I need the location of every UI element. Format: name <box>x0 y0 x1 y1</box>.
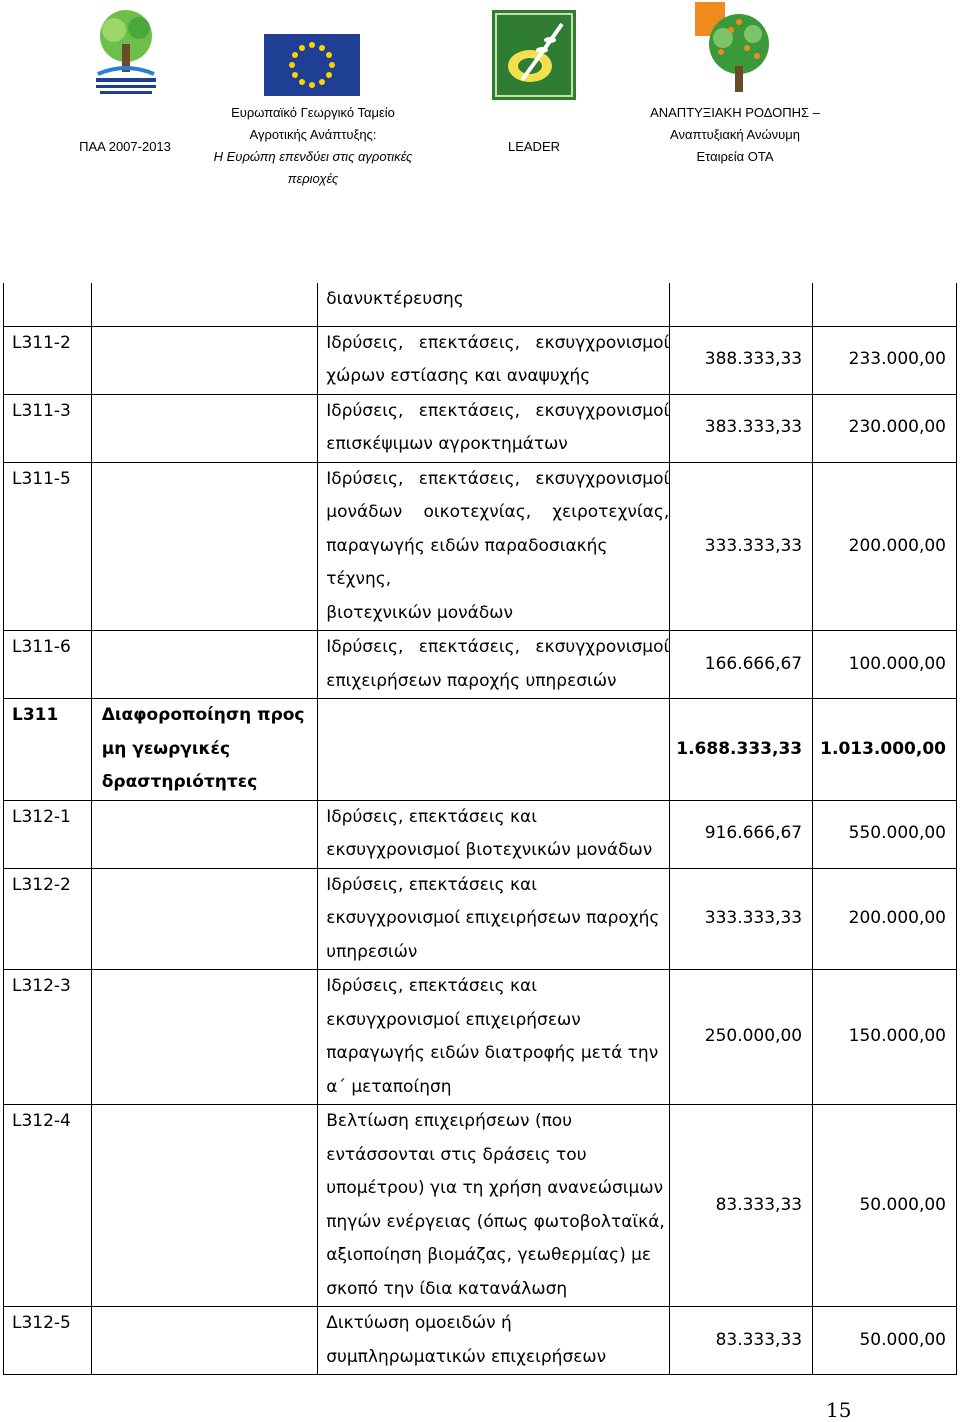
total-cost-value: 333.333,33 <box>670 462 813 631</box>
table-row <box>4 631 957 699</box>
table-row <box>4 970 957 1105</box>
leader-caption <box>494 136 574 158</box>
public-expenditure-value: 233.000,00 <box>813 326 957 394</box>
description-line: σκοπό την ίδια κατανάλωση <box>326 1278 568 1299</box>
measure-code: L311 <box>4 699 92 801</box>
description-line: παραγωγής ειδών διατροφής μετά την <box>326 1043 659 1063</box>
measure-code: L311-3 <box>4 394 92 462</box>
page-number: 15 <box>826 1398 852 1422</box>
description-line: αξιοποίηση βιομάζας, γεωθερμίας) με <box>326 1245 652 1265</box>
description-line: επιχειρήσεων παροχής υπηρεσιών <box>326 670 617 691</box>
action-description <box>318 970 670 1105</box>
total-cost-value: 383.333,33 <box>670 394 813 462</box>
leader-logo <box>492 10 576 100</box>
public-expenditure-value: 200.000,00 <box>813 868 957 970</box>
table-row <box>4 699 957 801</box>
description-line: εκσυγχρονισμοί βιοτεχνικών μονάδων <box>326 840 653 860</box>
measure-name <box>91 394 318 462</box>
description-line: εκσυγχρονισμοί επιχειρήσεων παροχής <box>326 908 660 928</box>
measure-code <box>4 283 92 326</box>
measure-name <box>91 868 318 970</box>
measure-name <box>91 699 318 801</box>
public-expenditure-value <box>813 283 957 326</box>
description-line: εντάσσονται στις δράσεις του <box>326 1144 587 1165</box>
table-row <box>4 1105 957 1307</box>
action-description <box>318 1105 670 1307</box>
description-line: επισκέψιμων αγροκτημάτων <box>326 434 568 454</box>
measure-code: L312-5 <box>4 1307 92 1375</box>
total-cost-value: 1.688.333,33 <box>670 699 813 801</box>
budget-table <box>3 283 957 1375</box>
description-line: διανυκτέρευσης <box>326 289 464 309</box>
total-cost-value <box>670 283 813 326</box>
public-expenditure-value: 100.000,00 <box>813 631 957 699</box>
description-line: Δικτύωση ομοειδών ή <box>326 1313 512 1333</box>
action-description <box>318 283 670 326</box>
fund-line-2: Αγροτικής Ανάπτυξης: <box>249 127 377 142</box>
rodopi-line-1: ΑΝΑΠΤΥΞΙΑΚΗ ΡΟΔΟΠΗΣ – <box>650 105 820 120</box>
table-row <box>4 1307 957 1375</box>
fund-line-4: περιοχές <box>287 171 339 186</box>
total-cost-value: 83.333,33 <box>670 1105 813 1307</box>
action-description <box>318 326 670 394</box>
measure-name-line: μη γεωργικές <box>101 738 231 759</box>
paa-program-logo <box>84 4 168 100</box>
measure-code: L311-6 <box>4 631 92 699</box>
description-line: Ιδρύσεις, επεκτάσεις και <box>326 806 537 827</box>
measure-name <box>91 800 318 868</box>
description-line: Ιδρύσεις, επεκτάσεις και <box>326 874 537 895</box>
measure-name <box>91 970 318 1105</box>
action-description <box>318 462 670 631</box>
action-description <box>318 868 670 970</box>
table-row <box>4 462 957 631</box>
public-expenditure-value: 50.000,00 <box>813 1105 957 1307</box>
measure-code: L311-2 <box>4 326 92 394</box>
leader-label-text: LEADER <box>507 139 561 154</box>
description-line: πηγών ενέργειας (όπως φωτοβολταϊκά, <box>326 1211 665 1232</box>
description-line: μονάδων οικοτεχνίας, χειροτεχνίας, <box>326 502 670 522</box>
description-line: υπομέτρου) για τη χρήση ανανεώσιμων <box>326 1178 664 1198</box>
measure-name <box>91 1307 318 1375</box>
table-row <box>4 800 957 868</box>
public-expenditure-value: 50.000,00 <box>813 1307 957 1375</box>
measure-code: L311-5 <box>4 462 92 631</box>
description-line: Ιδρύσεις, επεκτάσεις, εκσυγχρονισμοί <box>326 400 670 421</box>
total-cost-value: 83.333,33 <box>670 1307 813 1375</box>
description-line: παραγωγής ειδών παραδοσιακής τέχνης, <box>326 535 608 589</box>
description-line: Ιδρύσεις, επεκτάσεις, εκσυγχρονισμοί <box>326 637 670 657</box>
action-description <box>318 631 670 699</box>
measure-code: L312-4 <box>4 1105 92 1307</box>
fund-line-1: Ευρωπαϊκό Γεωργικό Ταμείο <box>231 105 395 120</box>
description-line: α΄ μεταποίηση <box>326 1076 452 1097</box>
total-cost-value: 333.333,33 <box>670 868 813 970</box>
rodopi-caption <box>640 102 830 168</box>
fund-caption <box>196 102 430 190</box>
total-cost-value: 916.666,67 <box>670 800 813 868</box>
public-expenditure-value: 1.013.000,00 <box>813 699 957 801</box>
action-description <box>318 800 670 868</box>
table-row <box>4 868 957 970</box>
total-cost-value: 250.000,00 <box>670 970 813 1105</box>
public-expenditure-value: 150.000,00 <box>813 970 957 1105</box>
measure-name-line: Διαφοροποίηση προς <box>101 705 305 725</box>
table-row <box>4 326 957 394</box>
description-line: Ιδρύσεις, επεκτάσεις, εκσυγχρονισμοί <box>326 332 670 353</box>
measure-name <box>91 283 318 326</box>
total-cost-value: 388.333,33 <box>670 326 813 394</box>
action-description <box>318 394 670 462</box>
description-line: Ιδρύσεις, επεκτάσεις και <box>326 976 537 996</box>
measure-code: L312-2 <box>4 868 92 970</box>
action-description <box>318 699 670 801</box>
paa-label <box>70 136 180 158</box>
measure-name <box>91 631 318 699</box>
measure-name <box>91 326 318 394</box>
description-line: υπηρεσιών <box>326 941 418 962</box>
paa-label-text: ΠΑΑ 2007-2013 <box>79 139 171 154</box>
description-line: Ιδρύσεις, επεκτάσεις, εκσυγχρονισμοί <box>326 468 670 489</box>
description-line: βιοτεχνικών μονάδων <box>326 602 513 623</box>
rodopi-tree-logo <box>693 0 779 100</box>
table-row <box>4 394 957 462</box>
measure-code: L312-3 <box>4 970 92 1105</box>
public-expenditure-value: 200.000,00 <box>813 462 957 631</box>
measure-code: L312-1 <box>4 800 92 868</box>
rodopi-line-2: Αναπτυξιακή Ανώνυμη <box>670 127 800 142</box>
measure-name <box>91 462 318 631</box>
description-line: Βελτίωση επιχειρήσεων (που <box>326 1111 573 1131</box>
total-cost-value: 166.666,67 <box>670 631 813 699</box>
description-line: χώρων εστίασης και αναψυχής <box>326 366 591 386</box>
description-line: εκσυγχρονισμοί επιχειρήσεων <box>326 1009 581 1030</box>
description-line: συμπληρωματικών επιχειρήσεων <box>326 1346 607 1367</box>
table-row <box>4 283 957 326</box>
measure-name <box>91 1105 318 1307</box>
eu-flag-logo <box>264 34 360 96</box>
measure-name-line: δραστηριότητες <box>101 772 258 792</box>
fund-line-3: Η Ευρώπη επενδύει στις αγροτικές <box>213 149 413 164</box>
rodopi-line-3: Εταιρεία ΟΤΑ <box>696 149 774 164</box>
action-description <box>318 1307 670 1375</box>
public-expenditure-value: 230.000,00 <box>813 394 957 462</box>
public-expenditure-value: 550.000,00 <box>813 800 957 868</box>
